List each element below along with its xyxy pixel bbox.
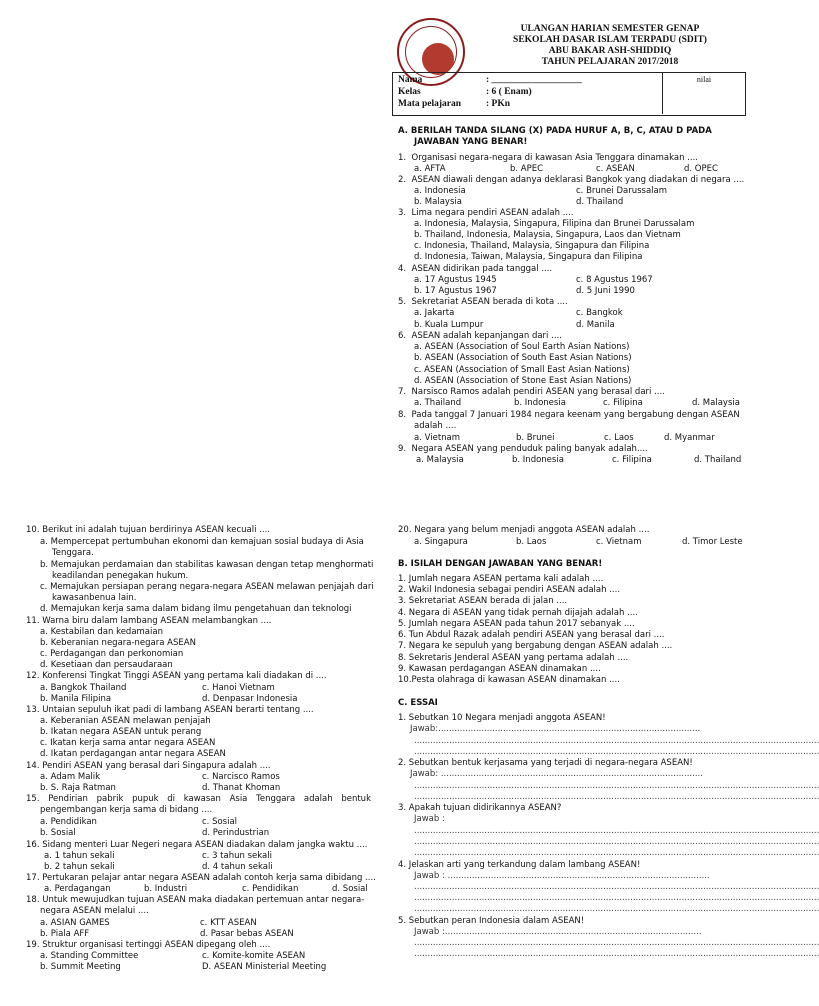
score-box[interactable]: [662, 72, 745, 114]
essay-answer-line[interactable]: ......................................................................................................................................................: [414, 904, 819, 914]
q16-option-a[interactable]: a. 1 tahun sekali: [44, 851, 115, 861]
q8-option-b[interactable]: b. Brunei: [516, 433, 555, 443]
q2-option-c[interactable]: c. Brunei Darussalam: [576, 186, 668, 196]
kelas-value: : 6 ( Enam): [486, 87, 532, 97]
essay-answer-line[interactable]: ......................................................................................................................................................: [414, 938, 819, 948]
q5-option-c[interactable]: c. Bangkok: [576, 308, 623, 318]
q8-option-a[interactable]: a. Vietnam: [414, 433, 461, 443]
q10-option-d[interactable]: d. Memajukan kerja sama dalam bidang ilmu pengetahuan dan teknologi: [40, 604, 352, 614]
q11-option-b[interactable]: b. Keberanian negara-negara ASEAN: [40, 638, 196, 648]
fill-item-8[interactable]: 8. Sekretaris Jenderal ASEAN yang pertama adalah ....: [398, 653, 629, 663]
q3-option-c[interactable]: c. Indonesia, Thailand, Malaysia, Singapura dan Filipina: [414, 241, 650, 251]
essay-question-3: 3. Apakah tujuan didirikannya ASEAN?: [398, 803, 562, 813]
essay-answer-line[interactable]: ......................................................................................................................................................: [414, 826, 819, 836]
question-8-cont: adalah ....: [414, 421, 457, 431]
essay-answer-line[interactable]: ......................................................................................................................................................: [414, 893, 819, 903]
q10-option-b-cont: keadilandan penegakan hukum.: [52, 571, 189, 581]
q1-option-b[interactable]: b. APEC: [510, 164, 544, 174]
question-9: 9. Negara ASEAN yang penduduk paling banyak adalah....: [398, 444, 648, 454]
essay-answer-line[interactable]: ......................................................................................................................................................: [414, 747, 819, 757]
q19-option-c[interactable]: c. Komite-komite ASEAN: [202, 951, 306, 961]
q7-option-a[interactable]: a. Thailand: [414, 398, 462, 408]
q17-option-d[interactable]: d. Sosial: [332, 884, 368, 894]
q19-option-d[interactable]: D. ASEAN Ministerial Meeting: [202, 962, 327, 972]
q6-option-a[interactable]: a. ASEAN (Association of Soul Earth Asian Nations): [414, 342, 630, 352]
q20-option-a[interactable]: a. Singapura: [414, 537, 468, 547]
essay-question-1: 1. Sebutkan 10 Negara menjadi anggota ASEAN!: [398, 713, 606, 723]
nama-field[interactable]: : ___________________: [486, 75, 582, 85]
q14-option-c[interactable]: c. Narcisco Ramos: [202, 772, 280, 782]
q16-option-b[interactable]: b. 2 tahun sekali: [44, 862, 115, 872]
q19-option-b[interactable]: b. Summit Meeting: [40, 962, 121, 972]
q6-option-d[interactable]: d. ASEAN (Association of Stone East Asian Nations): [414, 376, 632, 386]
q17-option-a[interactable]: a. Perdagangan: [44, 884, 111, 894]
question-11: 11. Warna biru dalam lambang ASEAN melambangkan ....: [26, 616, 272, 626]
fill-item-4[interactable]: 4. Negara di ASEAN yang tidak pernah dijajah adalah ....: [398, 608, 638, 618]
q4-option-b[interactable]: b. 17 Agustus 1967: [414, 286, 497, 296]
q7-option-c[interactable]: c. Filipina: [603, 398, 643, 408]
fill-item-9[interactable]: 9. Kawasan perdagangan ASEAN dinamakan ....: [398, 664, 601, 674]
fill-item-10[interactable]: 10.Pesta olahraga di kawasan ASEAN dinamakan ....: [398, 675, 620, 685]
q18-option-d[interactable]: d. Pasar bebas ASEAN: [200, 929, 294, 939]
q16-option-c[interactable]: c. 3 tahun sekali: [202, 851, 272, 861]
fill-item-3[interactable]: 3. Sekretariat ASEAN berada di jalan ....: [398, 596, 568, 606]
essay-answer-2[interactable]: Jawab: .................................................................................................: [410, 769, 703, 779]
q12-option-c[interactable]: c. Hanoi Vietnam: [202, 683, 275, 693]
q1-option-a[interactable]: a. AFTA: [414, 164, 446, 174]
q3-option-d[interactable]: d. Indonesia, Taiwan, Malaysia, Singapura dan Filipina: [414, 252, 643, 262]
q14-option-d[interactable]: d. Thanat Khoman: [202, 783, 281, 793]
question-13: 13. Untaian sepuluh ikat padi di lambang ASEAN berarti tentang ....: [26, 705, 314, 715]
q12-option-d[interactable]: d. Denpasar Indonesia: [202, 694, 298, 704]
q7-option-d[interactable]: d. Malaysia: [692, 398, 740, 408]
q4-option-d[interactable]: d. 5 Juni 1990: [576, 286, 635, 296]
essay-question-4: 4. Jelaskan arti yang terkandung dalam lambang ASEAN!: [398, 860, 641, 870]
question-3: 3. Lima negara pendiri ASEAN adalah ....: [398, 208, 574, 218]
q13-option-a[interactable]: a. Keberanian ASEAN melawan penjajah: [40, 716, 211, 726]
q14-option-b[interactable]: b. S. Raja Ratman: [40, 783, 116, 793]
question-10: 10. Berikut ini adalah tujuan berdirinya ASEAN kecuali ....: [26, 525, 271, 535]
section-b-title: B. ISILAH DENGAN JAWABAN YANG BENAR!: [398, 559, 603, 569]
essay-answer-line[interactable]: ......................................................................................................................................................: [414, 792, 819, 802]
q20-option-c[interactable]: c. Vietnam: [596, 537, 642, 547]
essay-question-2: 2. Sebutkan bentuk kerjasama yang terjadi di negara-negara ASEAN!: [398, 758, 693, 768]
q13-option-d[interactable]: d. Ikatan perdagangan antar negara ASEAN: [40, 749, 226, 759]
section-a-title-2: JAWABAN YANG BENAR!: [414, 137, 528, 147]
q20-option-b[interactable]: b. Laos: [516, 537, 547, 547]
kelas-label: Kelas: [398, 87, 421, 97]
q11-option-c[interactable]: c. Perdagangan dan perkonomian: [40, 649, 184, 659]
question-18-cont: negara ASEAN melalui ....: [40, 906, 149, 916]
q5-option-b[interactable]: b. Kuala Lumpur: [414, 320, 484, 330]
q5-option-d[interactable]: d. Manila: [576, 320, 615, 330]
header-line-3: ABU BAKAR ASH-SHIDDIQ: [548, 46, 672, 56]
q6-option-c[interactable]: c. ASEAN (Association of Small East Asian Nations): [414, 365, 630, 375]
q18-option-b[interactable]: b. Piala AFF: [40, 929, 90, 939]
question-1: [398, 153, 698, 164]
q14-option-a[interactable]: a. Adam Malik: [40, 772, 101, 782]
q8-option-d[interactable]: d. Myanmar: [664, 433, 715, 443]
q12-option-b[interactable]: b. Manila Filipina: [40, 694, 112, 704]
q10-option-c-cont: kawasanbenua lain.: [52, 593, 137, 603]
q2-option-d[interactable]: d. Thailand: [576, 197, 624, 207]
mapel-label: Mata pelajaran: [398, 99, 462, 109]
q-num: 1.: [398, 153, 407, 163]
q15-option-d[interactable]: d. Perindustrian: [202, 828, 270, 838]
section-a-title-1: A. BERILAH TANDA SILANG (X) PADA HURUF A, B, C, ATAU D PADA: [398, 126, 712, 136]
question-2: 2. ASEAN diawali dengan adanya deklarasi Bangkok yang diadakan di negara ....: [398, 175, 745, 185]
q13-option-c[interactable]: c. Ikatan kerja sama antar negara ASEAN: [40, 738, 216, 748]
q9-option-d[interactable]: d. Thailand: [694, 455, 742, 465]
essay-answer-line[interactable]: ......................................................................................................................................................: [414, 736, 819, 746]
essay-question-5: 5. Sebutkan peran Indonesia dalam ASEAN!: [398, 916, 585, 926]
header-line-2: SEKOLAH DASAR ISLAM TERPADU (SDIT): [513, 35, 707, 45]
question-14: 14. Pendiri ASEAN yang berasal dari Singapura adalah ....: [26, 761, 271, 771]
q1-option-c[interactable]: c. ASEAN: [596, 164, 635, 174]
q11-option-d[interactable]: d. Kesetiaan dan persaudaraan: [40, 660, 173, 670]
question-7: 7. Narsisco Ramos adalah pendiri ASEAN yang berasal dari ....: [398, 387, 665, 397]
mapel-value: : PKn: [486, 99, 511, 109]
fill-item-2[interactable]: 2. Wakil Indonesia sebagai pendiri ASEAN adalah ....: [398, 585, 621, 595]
q10-option-c[interactable]: c. Memajukan persiapan perang negara-negara ASEAN melawan penjajah dari: [40, 582, 374, 592]
essay-answer-line[interactable]: ......................................................................................................................................................: [414, 848, 819, 858]
q2-option-b[interactable]: b. Malaysia: [414, 197, 462, 207]
q17-option-b[interactable]: b. Industri: [144, 884, 188, 894]
q4-option-c[interactable]: c. 8 Agustus 1967: [576, 275, 653, 285]
q10-option-a-cont: Tenggara.: [52, 548, 94, 558]
question-8: 8. Pada tanggal 7 Januari 1984 negara keenam yang bergabung dengan ASEAN: [398, 410, 740, 420]
q13-option-b[interactable]: b. Ikatan negara ASEAN untuk perang: [40, 727, 202, 737]
q-text: Organisasi negara-negara di kawasan Asia Tenggara dinamakan ....: [411, 153, 698, 163]
question-16: 16. Sidang menteri Luar Negeri negara ASEAN diadakan dalam jangka waktu ....: [26, 840, 368, 850]
essay-answer-3[interactable]: Jawab :: [414, 814, 445, 824]
q17-option-c[interactable]: c. Pendidikan: [242, 884, 299, 894]
q2-option-a[interactable]: a. Indonesia: [414, 186, 466, 196]
q5-option-a[interactable]: a. Jakarta: [414, 308, 455, 318]
q18-option-a[interactable]: a. ASIAN GAMES: [40, 918, 110, 928]
q3-option-a[interactable]: a. Indonesia, Malaysia, Singapura, Filipina dan Brunei Darussalam: [414, 219, 695, 229]
q11-option-a[interactable]: a. Kestabilan dan kedamaian: [40, 627, 163, 637]
q6-option-b[interactable]: b. ASEAN (Association of South East Asian Nations): [414, 353, 632, 363]
question-15-cont: pengembangan kerja sama di bidang ....: [40, 805, 213, 815]
q9-option-a[interactable]: a. Malaysia: [416, 455, 464, 465]
q10-option-a[interactable]: a. Mempercepat pertumbuhan ekonomi dan kemajuan sosial budaya di Asia: [40, 537, 364, 547]
q10-option-b[interactable]: b. Memajukan perdamaian dan stabilitas kawasan dengan tetap menghormati: [40, 560, 374, 570]
question-18: 18. Untuk mewujudkan tujuan ASEAN maka diadakan pertemuan antar negara-: [26, 895, 365, 905]
question-5: 5. Sekretariat ASEAN berada di kota ....: [398, 297, 568, 307]
question-12: 12. Konferensi Tingkat Tinggi ASEAN yang pertama kali diadakan di ....: [26, 671, 327, 681]
q18-option-c[interactable]: c. KTT ASEAN: [200, 918, 257, 928]
header-line-4: TAHUN PELAJARAN 2017/2018: [541, 57, 679, 67]
q7-option-b[interactable]: b. Indonesia: [514, 398, 566, 408]
fill-item-1[interactable]: 1. Jumlah negara ASEAN pertama kali adalah ....: [398, 574, 604, 584]
essay-answer-4[interactable]: Jawab : .................................................................................................: [414, 871, 710, 881]
q8-option-c[interactable]: c. Laos: [604, 433, 634, 443]
essay-answer-line[interactable]: ......................................................................................................................................................: [414, 837, 819, 847]
q12-option-a[interactable]: a. Bangkok Thailand: [40, 683, 127, 693]
header-line-1: ULANGAN HARIAN SEMESTER GENAP: [520, 24, 700, 34]
fill-item-6[interactable]: 6. Tun Abdul Razak adalah pendiri ASEAN yang berasal dari ....: [398, 630, 665, 640]
fill-item-7[interactable]: 7. Negara ke sepuluh yang bergabung dengan ASEAN adalah ....: [398, 641, 673, 651]
section-c-title: C. ESSAI: [398, 698, 438, 708]
q20-option-d[interactable]: d. Timor Leste: [682, 537, 743, 547]
q15-option-c[interactable]: c. Sosial: [202, 817, 238, 827]
question-4: 4. ASEAN didirikan pada tanggal ....: [398, 264, 553, 274]
q16-option-d[interactable]: d. 4 tahun sekali: [202, 862, 273, 872]
score-label: nilai: [696, 75, 712, 84]
q19-option-a[interactable]: a. Standing Committee: [40, 951, 139, 961]
essay-answer-line[interactable]: ......................................................................................................................................................: [414, 949, 819, 959]
question-20: 20. Negara yang belum menjadi anggota ASEAN adalah ....: [398, 525, 650, 535]
q9-option-c[interactable]: c. Filipina: [612, 455, 652, 465]
essay-answer-line[interactable]: ......................................................................................................................................................: [414, 781, 819, 791]
nama-label: Nama: [398, 75, 423, 85]
essay-answer-5[interactable]: Jawab :...............................................................................................: [414, 927, 702, 937]
fill-item-5[interactable]: 5. Jumlah negara ASEAN pada tahun 2017 sebanyak ....: [398, 619, 635, 629]
q15-option-a[interactable]: a. Pendidikan: [40, 817, 97, 827]
q3-option-b[interactable]: b. Thailand, Indonesia, Malaysia, Singapura, Laos dan Vietnam: [414, 230, 681, 240]
question-6: 6. ASEAN adalah kepanjangan dari ....: [398, 331, 562, 341]
question-17: 17. Pertukaran pelajar antar negara ASEAN adalah contoh kerja sama dibidang ....: [26, 873, 376, 883]
essay-answer-1[interactable]: Jawab:.................................................................................................: [410, 724, 701, 734]
q1-option-d[interactable]: d. OPEC: [684, 164, 718, 174]
question-19: 19. Struktur organisasi tertinggi ASEAN dipegang oleh ....: [26, 940, 271, 950]
q9-option-b[interactable]: b. Indonesia: [512, 455, 564, 465]
q4-option-a[interactable]: a. 17 Agustus 1945: [414, 275, 497, 285]
question-15: 15. Pendirian pabrik pupuk di kawasan Asia Tenggara adalah bentuk: [26, 794, 371, 804]
essay-answer-line[interactable]: ......................................................................................................................................................: [414, 882, 819, 892]
q15-option-b[interactable]: b. Sosial: [40, 828, 76, 838]
